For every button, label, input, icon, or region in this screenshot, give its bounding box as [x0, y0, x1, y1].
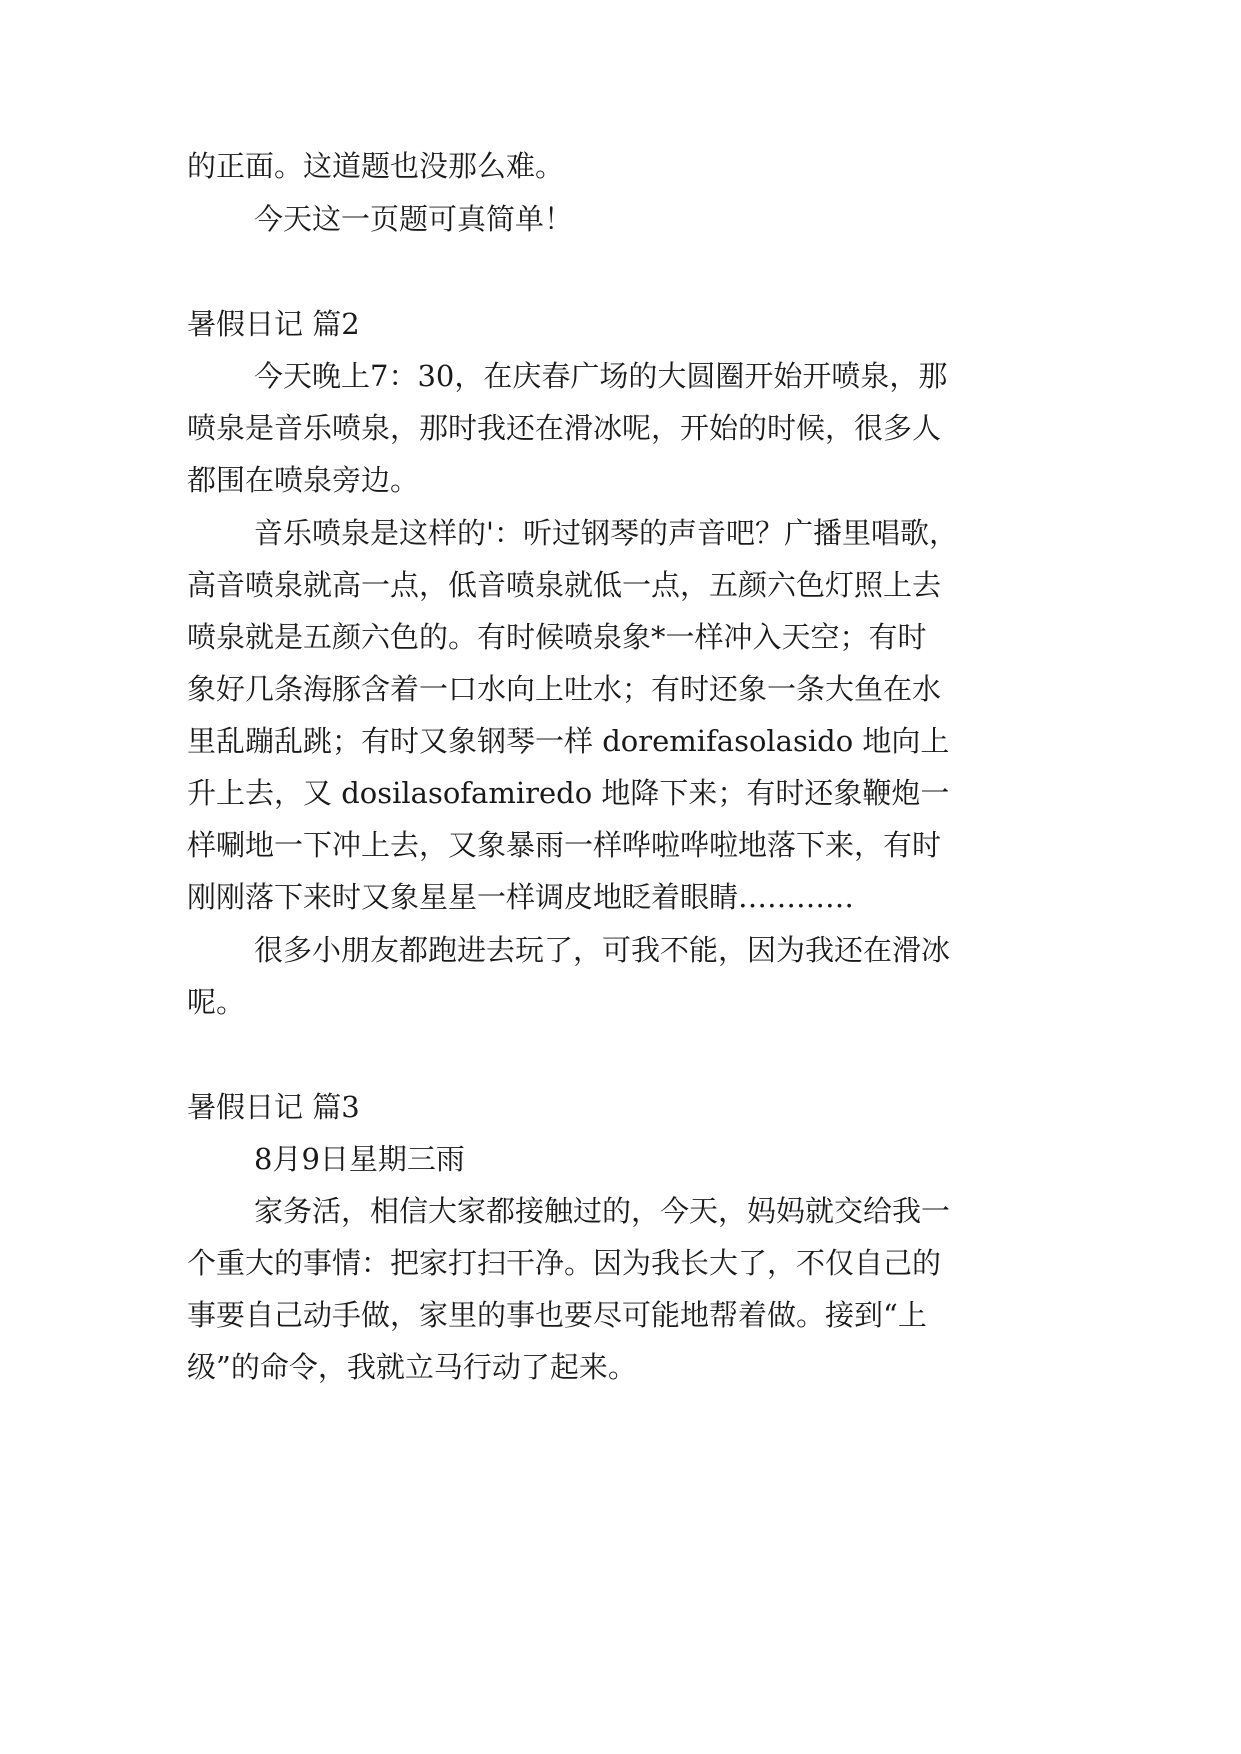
- entry-2-paragraph-2-line: 喷泉就是五颜六色的。有时候喷泉象*一样冲入天空；有时: [187, 620, 927, 654]
- continuation-line: 的正面。这道题也没那么难。: [187, 149, 565, 183]
- entry-3-paragraph-1-line: 家务活，相信大家都接触过的，今天，妈妈就交给我一: [254, 1194, 951, 1228]
- entry-2-paragraph-1-line: 今天晚上7：30，在庆春广场的大圆圈开始开喷泉，那: [254, 359, 948, 393]
- entry-2-paragraph-1-line: 喷泉是音乐喷泉，那时我还在滑冰呢，开始的时候，很多人: [187, 411, 942, 445]
- entry-2-paragraph-2-line: 升上去，又 dosilasofamiredo 地降下来；有时还象鞭炮一: [187, 776, 950, 810]
- entry-2-paragraph-3-line: 很多小朋友都跑进去玩了，可我不能，因为我还在滑冰: [254, 933, 951, 967]
- continuation-closing-line: 今天这一页题可真简单！: [254, 202, 574, 236]
- entry-2-paragraph-2-line: 象好几条海豚含着一口水向上吐水；有时还象一条大鱼在水: [187, 672, 942, 706]
- entry-3-paragraph-1-line: 个重大的事情：把家打扫干净。因为我长大了，不仅自己的: [187, 1246, 942, 1280]
- entry-2-heading: 暑假日记 篇2: [187, 307, 360, 341]
- entry-2-paragraph-1-line: 都围在喷泉旁边。: [187, 463, 420, 497]
- entry-2-paragraph-2-line: 高音喷泉就高一点，低音喷泉就低一点，五颜六色灯照上去: [187, 568, 942, 602]
- entry-3-paragraph-1-line: 级”的命令，我就立马行动了起来。: [187, 1350, 637, 1384]
- entry-3-paragraph-1-line: 事要自己动手做，家里的事也要尽可能地帮着做。接到“上: [187, 1298, 927, 1332]
- entry-2-paragraph-2-line: 里乱蹦乱跳；有时又象钢琴一样 doremifasolasido 地向上: [187, 724, 950, 758]
- entry-2-paragraph-2-line: 样唰地一下冲上去，又象暴雨一样哗啦哗啦地落下来，有时: [187, 828, 942, 862]
- entry-2-paragraph-2-line: 刚刚落下来时又象星星一样调皮地眨着眼睛…………: [187, 880, 855, 914]
- entry-2-paragraph-2-line: 音乐喷泉是这样的'：听过钢琴的声音吧？广播里唱歌，: [254, 516, 958, 550]
- entry-2-paragraph-3-line: 呢。: [187, 985, 246, 1019]
- entry-3-date: 8月9日星期三雨: [254, 1142, 465, 1176]
- entry-3-heading: 暑假日记 篇3: [187, 1090, 360, 1124]
